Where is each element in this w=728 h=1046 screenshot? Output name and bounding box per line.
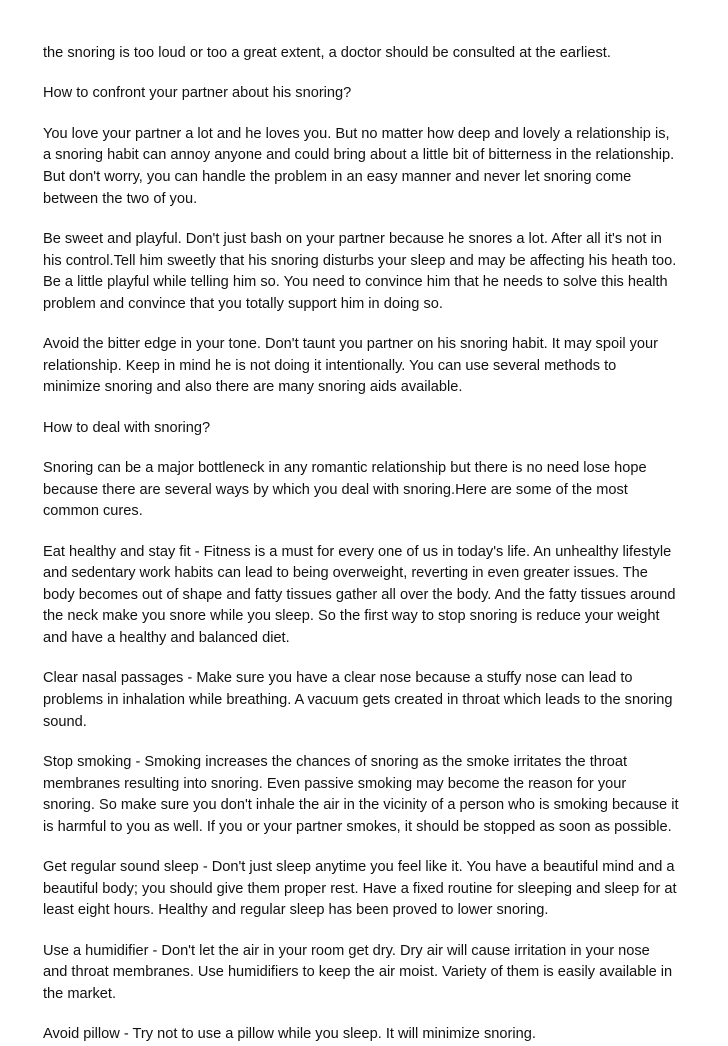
text-line: problems in inhalation while breathing. A vacuum gets created in throat which leads to the snoring: [43, 692, 673, 709]
text-line: You love your partner a lot and he loves you. But no matter how deep and lovely a relationship is,: [43, 125, 670, 142]
text-line: problem and convince that you totally support him in doing so.: [43, 295, 443, 312]
paragraph-sound-sleep: [43, 857, 688, 922]
text-line: Stop smoking - Smoking increases the chances of snoring as the smoke irritates the throat: [43, 754, 628, 771]
text-line: the market.: [43, 985, 116, 1002]
text-line: and throat membranes. Use humidifiers to keep the air moist. Variety of them is easily available in: [43, 964, 673, 981]
paragraph-humidifier: [43, 941, 688, 1006]
text-line: his control.Tell him sweetly that his snoring disturbs your sleep and may be affecting his heath too.: [43, 252, 677, 269]
text-line: between the two of you.: [43, 190, 198, 207]
text-line: minimize snoring and also there are many snoring aids available.: [43, 379, 463, 396]
text-line: relationship. Keep in mind he is not doing it intentionally. You can use several methods to: [43, 357, 617, 374]
text-line: because there are several ways by which you deal with snoring.Here are some of the most: [43, 481, 628, 498]
text-line: the snoring is too loud or too a great extent, a doctor should be consulted at the earliest.: [43, 45, 611, 61]
text-line: and sedentary work habits can lead to being overweight, reverting in even greater issues. The: [43, 565, 648, 582]
text-line: membranes resulting into snoring. Even passive smoking may become the reason for your: [43, 775, 627, 792]
paragraph-bottleneck: [43, 458, 688, 523]
text-line: the neck make you snore while you sleep. So the first way to stop snoring is reduce your weight: [43, 608, 660, 625]
text-line: least eight hours. Healthy and regular sleep has been proved to lower snoring.: [43, 902, 549, 919]
paragraph-avoid-bitter: [43, 334, 688, 399]
text-line: sound.: [43, 713, 87, 730]
text-line: is harmful to you as well. If you or your partner smokes, it should be stopped as soon as possible.: [43, 818, 672, 835]
text-line: snoring. So make sure you don't inhale the air in the vicinity of a person who is smoking because it: [43, 797, 679, 814]
text-line: common cures.: [43, 503, 143, 520]
paragraph-continuation: [43, 43, 688, 65]
text-line: Be sweet and playful. Don't just bash on your partner because he snores a lot. After all it's not in: [43, 230, 662, 247]
text-line: Avoid the bitter edge in your tone. Don't taunt you partner on his snoring habit. It may spoil your: [43, 336, 659, 353]
text-line: Eat healthy and stay fit - Fitness is a must for every one of us in today's life. An unhealthy lifestyle: [43, 543, 672, 560]
paragraph-stop-smoking: [43, 752, 688, 838]
paragraph-eat-healthy: [43, 542, 688, 650]
paragraph-nasal-passages: [43, 668, 688, 733]
text-line: But don't worry, you can handle the problem in an easy manner and never let snoring come: [43, 168, 632, 185]
text-line: Get regular sound sleep - Don't just sleep anytime you feel like it. You have a beautiful mind and a: [43, 859, 675, 876]
text-line: Clear nasal passages - Make sure you have a clear nose because a stuffy nose can lead to: [43, 670, 633, 687]
text-line: How to deal with snoring?: [43, 419, 211, 436]
text-line: Use a humidifier - Don't let the air in your room get dry. Dry air will cause irritation in your nose: [43, 942, 650, 959]
heading-deal-with-snoring: [43, 418, 688, 440]
text-line: How to confront your partner about his snoring?: [43, 85, 352, 102]
text-line: Avoid pillow - Try not to use a pillow while you sleep. It will minimize snoring.: [43, 1026, 536, 1043]
text-line: body becomes out of shape and fatty tissues gather all over the body. And the fatty tissues around: [43, 586, 676, 603]
text-line: beautiful body; you should give them proper rest. Have a fixed routine for sleeping and sleep for at: [43, 880, 677, 897]
text-line: and have a healthy and balanced diet.: [43, 630, 290, 647]
text-line: Be a little playful while telling him so. You need to convince him that he needs to solve this health: [43, 274, 668, 291]
heading-confront-partner: [43, 83, 688, 105]
paragraph-love-partner: [43, 124, 688, 210]
text-line: a snoring habit can annoy anyone and could bring about a little bit of bitterness in the relationship.: [43, 147, 675, 164]
paragraph-sweet-playful: [43, 229, 688, 315]
paragraph-avoid-pillow: [43, 1024, 688, 1046]
text-line: Snoring can be a major bottleneck in any romantic relationship but there is no need lose hope: [43, 460, 647, 477]
